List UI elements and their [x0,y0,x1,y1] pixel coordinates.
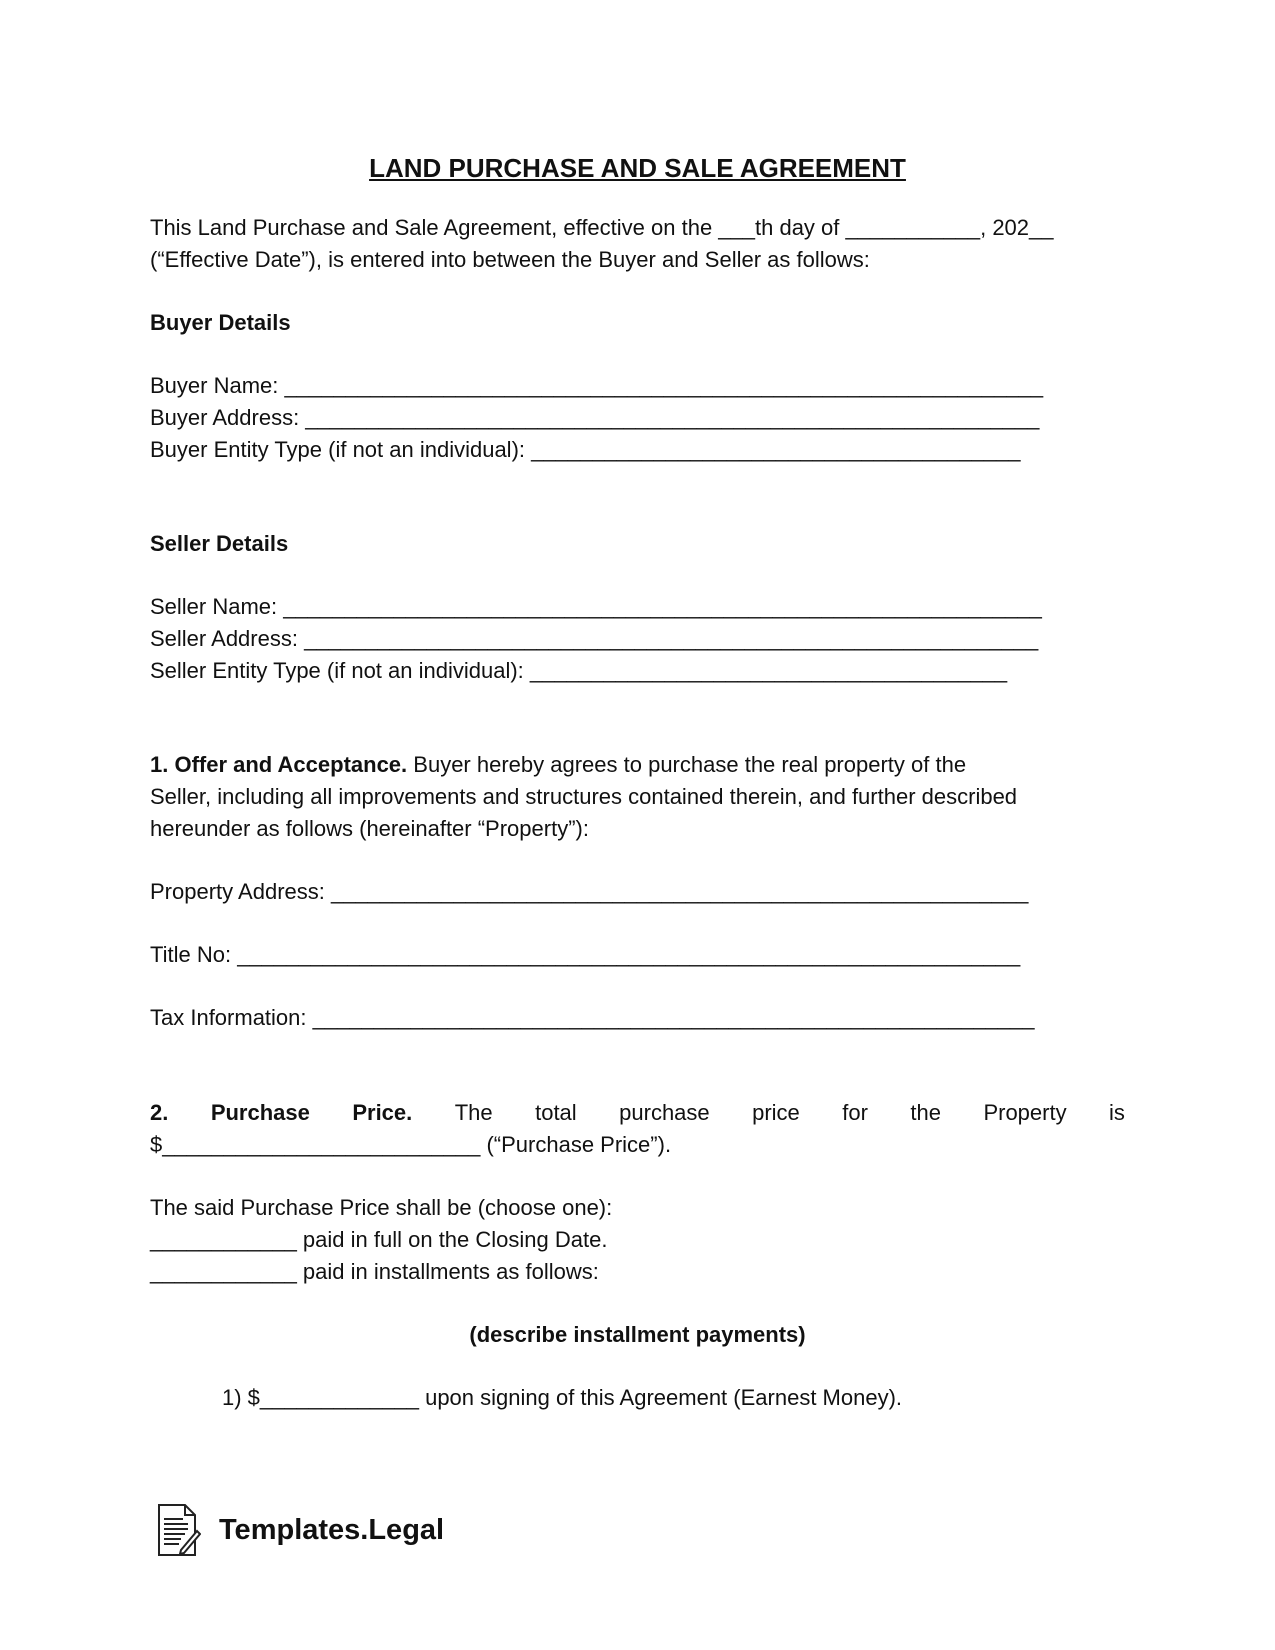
section-2-word: for [842,1100,868,1125]
footer-brand-name: Templates.Legal [219,1513,445,1546]
section-2-word: total [535,1100,577,1125]
buyer-name-field: Buyer Name: ______________________________________________________________ [150,373,1044,398]
section-2-word: The [454,1100,493,1125]
section-1-line-2: Seller, including all improvements and structures contained therein, and further described [150,784,1018,809]
option-paid-in-installments: ____________ paid in installments as follows: [150,1259,599,1284]
section-2-number: 2. [150,1100,169,1125]
document-title: LAND PURCHASE AND SALE AGREEMENT [369,153,906,183]
purchase-price-field: $__________________________ (“Purchase Price”). [150,1132,672,1157]
property-address-field: Property Address: _________________________________________________________ [150,879,1029,904]
buyer-details-heading: Buyer Details [150,310,291,335]
section-2-word: is [1109,1100,1125,1125]
section-1-heading: 1. Offer and Acceptance. [150,752,408,777]
intro-line-1: This Land Purchase and Sale Agreement, effective on the ___th day of ___________, 202__ [150,215,1054,240]
section-2-heading-word-1: Purchase [210,1100,310,1125]
option-paid-in-full: ____________ paid in full on the Closing Date. [150,1227,608,1252]
section-2-line-1 [150,1096,1125,1130]
installment-item-1: 1) $_____________ upon signing of this Agreement (Earnest Money). [222,1385,903,1410]
document-pen-icon [155,1503,201,1557]
seller-details-heading: Seller Details [150,531,289,556]
seller-name-field: Seller Name: ______________________________________________________________ [150,594,1042,619]
buyer-address-field: Buyer Address: ____________________________________________________________ [150,405,1040,430]
title-no-field: Title No: ________________________________________________________________ [150,942,1021,967]
describe-installments-heading: (describe installment payments) [469,1322,806,1347]
section-2-heading-word-2: Price. [352,1100,413,1125]
section-2-word: the [910,1100,941,1125]
section-1-line-1 [150,748,966,782]
tax-information-field: Tax Information: ___________________________________________________________ [150,1005,1035,1030]
seller-entity-field: Seller Entity Type (if not an individual): _______________________________________ [150,658,1008,683]
buyer-entity-field: Buyer Entity Type (if not an individual): ________________________________________ [150,437,1021,462]
section-2-word: purchase [619,1100,710,1125]
section-1-line-3: hereunder as follows (hereinafter “Property”): [150,816,589,841]
seller-address-field: Seller Address: ____________________________________________________________ [150,626,1039,651]
intro-line-2: (“Effective Date”), is entered into between the Buyer and Seller as follows: [150,247,870,272]
section-1-line-1-text: Buyer hereby agrees to purchase the real property of the [407,752,967,777]
section-2-word: price [752,1100,800,1125]
footer-branding [155,1500,444,1560]
section-2-word: Property [983,1100,1067,1125]
choose-one-line: The said Purchase Price shall be (choose one): [150,1195,613,1220]
